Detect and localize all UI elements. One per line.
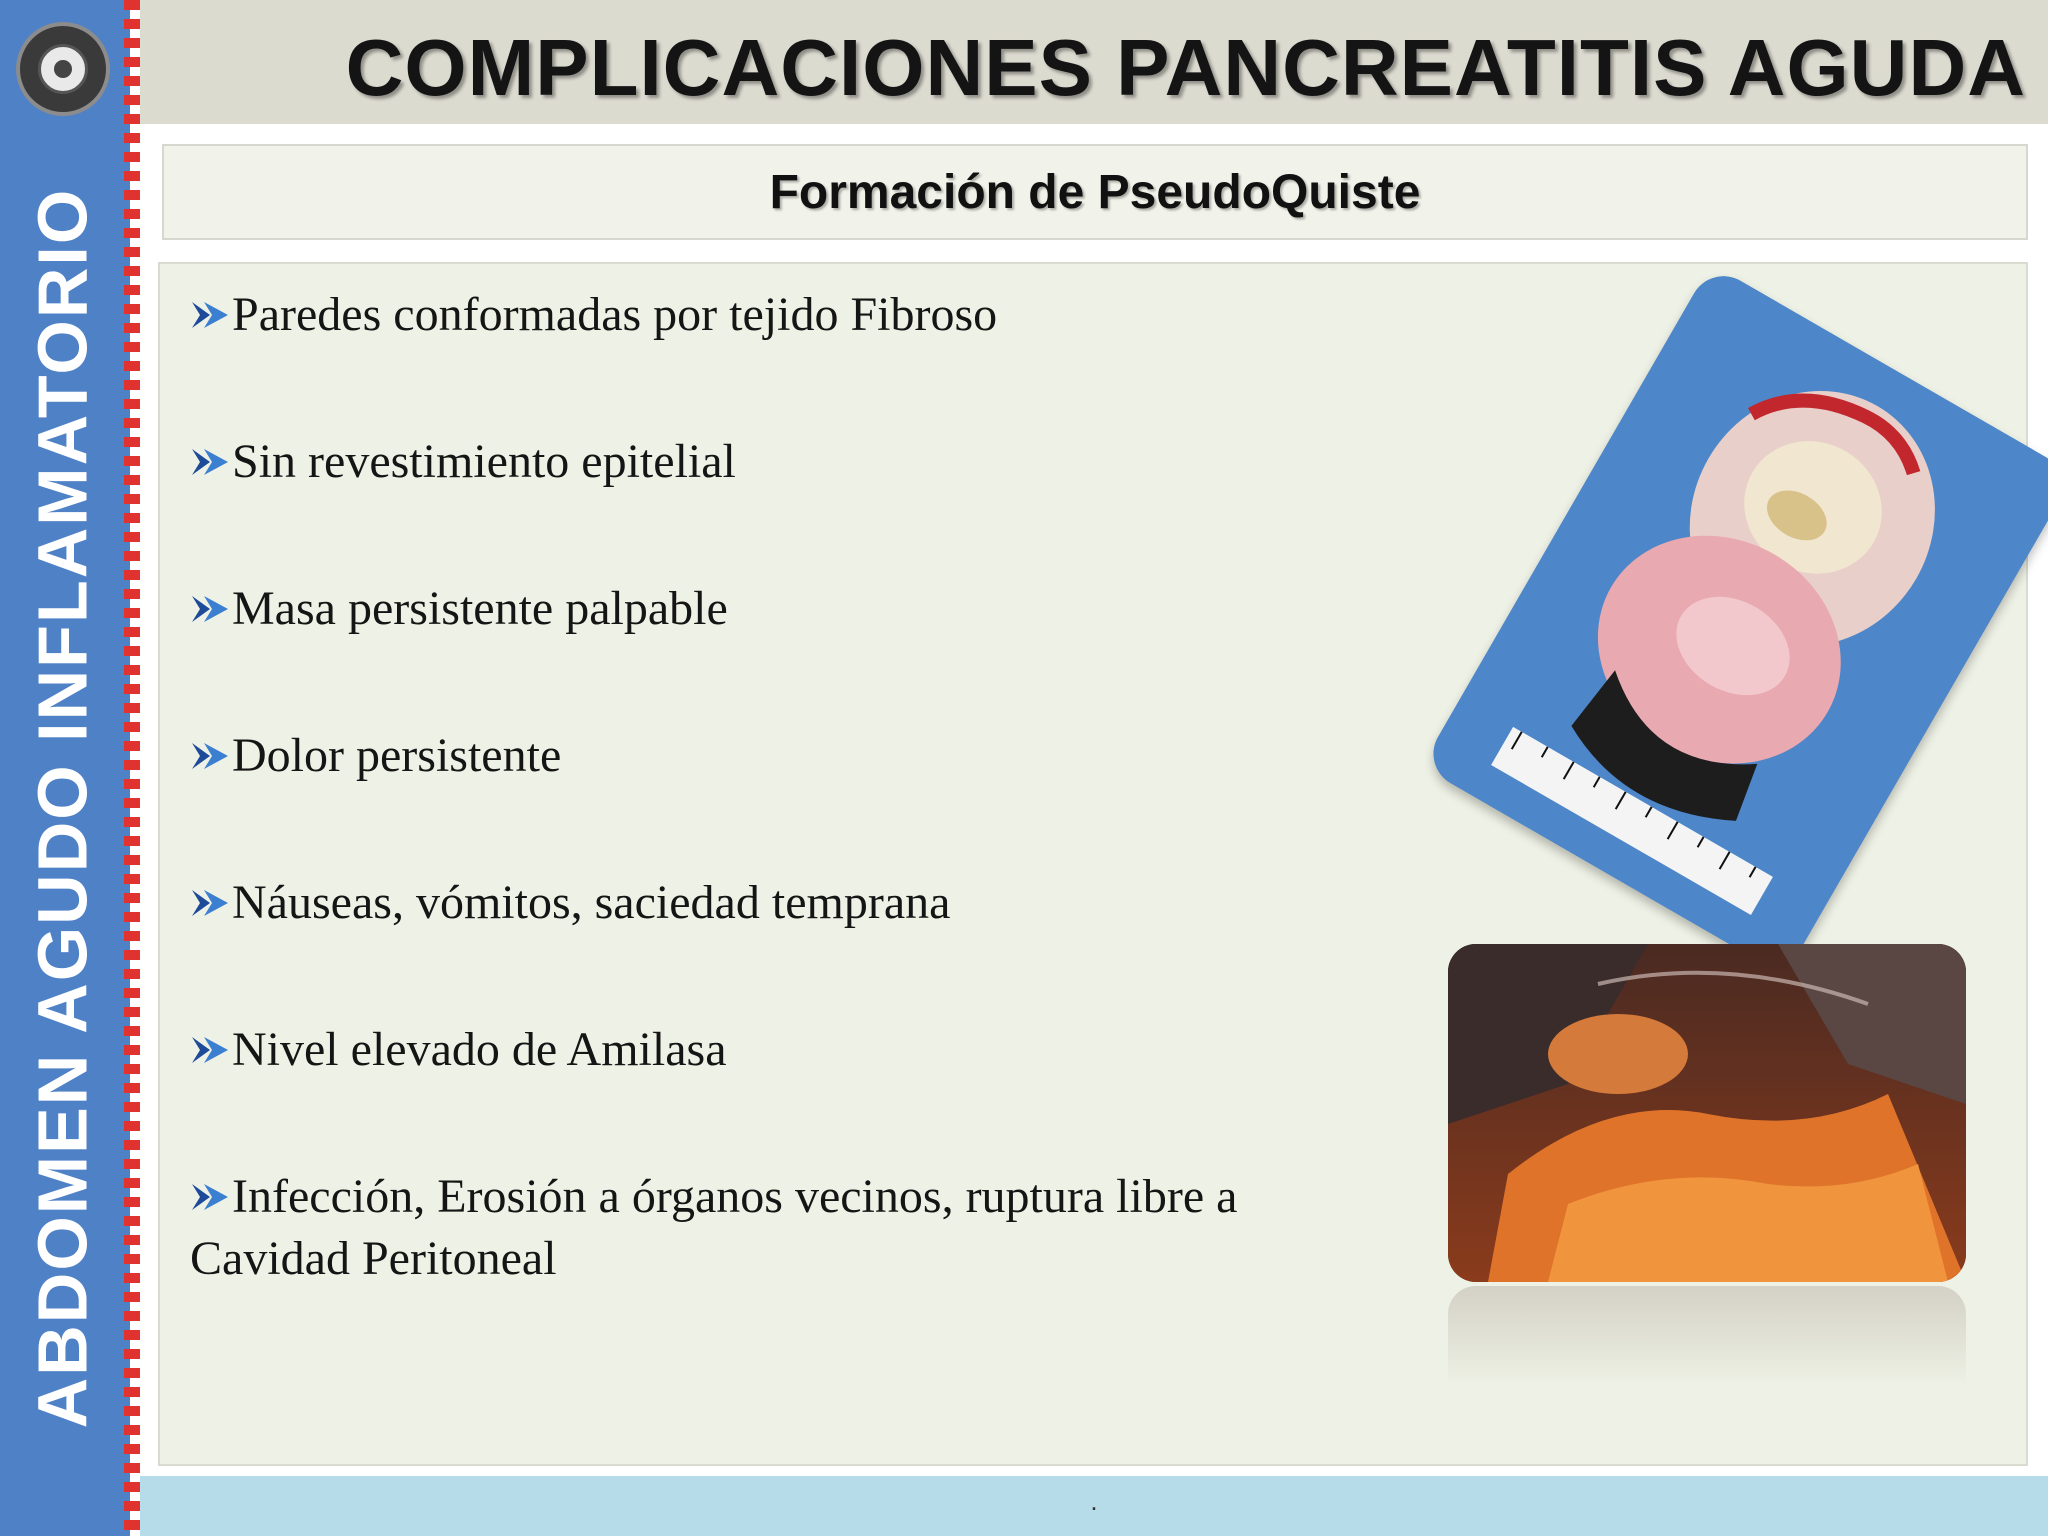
chevron-arrow-icon xyxy=(190,1180,232,1214)
slide-title: COMPLICACIONES PANCREATITIS AGUDA xyxy=(345,23,2026,112)
chevron-arrow-icon xyxy=(190,592,232,626)
chevron-arrow-icon xyxy=(190,739,232,773)
chevron-arrow-icon xyxy=(190,298,232,332)
bullet-text: Infección, Erosión a órganos vecinos, ruptura libre a Cavidad Peritoneal xyxy=(190,1170,1238,1285)
bullet-text: Náuseas, vómitos, saciedad temprana xyxy=(232,876,951,929)
chevron-arrow-icon xyxy=(190,1033,232,1067)
surgical-photo xyxy=(1448,944,1966,1282)
chevron-arrow-icon xyxy=(190,886,232,920)
surgical-illustration xyxy=(1448,944,1966,1282)
bullet-text: Paredes conformadas por tejido Fibroso xyxy=(232,288,998,341)
bullet-text: Dolor persistente xyxy=(232,729,562,782)
bullet-item xyxy=(190,872,1390,934)
side-label-wrap xyxy=(0,187,124,1428)
bullet-text: Nivel elevado de Amilasa xyxy=(232,1023,727,1076)
bullet-item xyxy=(190,284,1390,346)
footer-bar xyxy=(140,1476,2048,1536)
bullet-item xyxy=(190,578,1390,640)
sidebar-dashed-border xyxy=(124,0,140,1536)
slide-subtitle: Formación de PseudoQuiste xyxy=(769,165,1421,219)
photo-reflection xyxy=(1448,1286,1966,1386)
bullet-item xyxy=(190,1166,1390,1290)
sidebar xyxy=(0,0,130,1536)
bullet-item xyxy=(190,431,1390,493)
bullet-item xyxy=(190,725,1390,787)
bullet-text: Sin revestimiento epitelial xyxy=(232,435,736,488)
chevron-arrow-icon xyxy=(190,445,232,479)
bullet-item xyxy=(190,1019,1390,1081)
subtitle-box xyxy=(162,144,2028,240)
bullet-text: Masa persistente palpable xyxy=(232,582,728,635)
header xyxy=(140,0,2048,124)
footer-text: . xyxy=(1090,1486,1098,1516)
institution-seal-icon xyxy=(16,22,110,116)
side-label: ABDOMEN AGUDO INFLAMATORIO xyxy=(23,187,102,1428)
